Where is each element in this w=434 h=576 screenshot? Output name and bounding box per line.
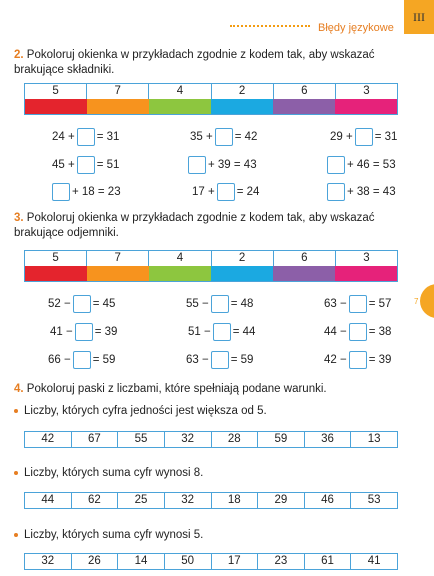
number-strip-1 bbox=[24, 431, 398, 448]
answer-box[interactable] bbox=[77, 128, 95, 146]
answer-box[interactable] bbox=[327, 156, 345, 174]
condition-text: Liczby, których suma cyfr wynosi 5. bbox=[24, 529, 204, 541]
task-3-color-code bbox=[24, 250, 398, 282]
code-value: 4 bbox=[149, 251, 211, 266]
equation bbox=[192, 182, 259, 202]
task-2-instruction bbox=[14, 48, 400, 78]
number-cell[interactable]: 44 bbox=[25, 493, 72, 508]
code-value: 6 bbox=[274, 84, 336, 99]
equation bbox=[48, 350, 115, 370]
condition-2 bbox=[14, 467, 203, 479]
answer-box[interactable] bbox=[188, 156, 206, 174]
result: + 39 = 43 bbox=[208, 159, 257, 171]
number-cell[interactable]: 46 bbox=[305, 493, 352, 508]
number-cell[interactable]: 53 bbox=[367, 494, 381, 506]
equation bbox=[186, 155, 257, 175]
operand: 17 + bbox=[192, 186, 215, 198]
equation bbox=[52, 155, 119, 175]
answer-box[interactable] bbox=[217, 183, 235, 201]
bullet-dot bbox=[14, 471, 18, 475]
result: = 57 bbox=[368, 298, 392, 310]
answer-box[interactable] bbox=[52, 183, 70, 201]
equation bbox=[50, 322, 117, 342]
page-number: 7 bbox=[414, 297, 419, 306]
condition-text: Liczby, których cyfra jedności jest większa od 5. bbox=[24, 405, 267, 417]
answer-box[interactable] bbox=[73, 351, 91, 369]
condition-text: Liczby, których suma cyfr wynosi 8. bbox=[24, 467, 204, 479]
operand: 29 + bbox=[330, 131, 353, 143]
task-3-instruction bbox=[14, 211, 400, 241]
number-cell[interactable]: 17 bbox=[212, 554, 259, 569]
color-swatch bbox=[87, 99, 149, 114]
page-header bbox=[0, 0, 434, 38]
number-cell[interactable]: 61 bbox=[305, 554, 352, 569]
answer-box[interactable] bbox=[327, 183, 345, 201]
color-swatch bbox=[273, 99, 335, 114]
number-cell[interactable]: 28 bbox=[212, 432, 259, 447]
result: = 59 bbox=[230, 354, 254, 366]
equation bbox=[186, 294, 253, 314]
code-value: 3 bbox=[363, 252, 370, 264]
operand: 51 − bbox=[188, 326, 211, 338]
number-cell[interactable]: 14 bbox=[118, 554, 165, 569]
result: + 38 = 43 bbox=[347, 186, 396, 198]
result: = 48 bbox=[230, 298, 254, 310]
task-number: 4. bbox=[14, 383, 24, 395]
number-cell[interactable]: 32 bbox=[25, 554, 72, 569]
task-text: Pokoloruj paski z liczbami, które spełniają podane warunki. bbox=[26, 383, 327, 395]
operand: 63 − bbox=[324, 298, 347, 310]
answer-box[interactable] bbox=[211, 351, 229, 369]
answer-box[interactable] bbox=[73, 295, 91, 313]
section-title: Błędy językowe bbox=[318, 22, 394, 34]
equation bbox=[186, 350, 253, 370]
equation bbox=[50, 182, 121, 202]
operand: 35 + bbox=[190, 131, 213, 143]
number-cell[interactable]: 55 bbox=[118, 432, 165, 447]
task-text: Pokoloruj okienka w przykładach zgodnie z kodem tak, aby wskazać brakujące składniki. bbox=[14, 49, 375, 76]
answer-box[interactable] bbox=[349, 295, 367, 313]
header-dots bbox=[230, 25, 310, 27]
color-swatch bbox=[211, 266, 273, 281]
equation bbox=[324, 294, 391, 314]
operand: 45 + bbox=[52, 159, 75, 171]
operand: 42 − bbox=[324, 354, 347, 366]
task-2-color-code bbox=[24, 83, 398, 115]
number-cell[interactable]: 26 bbox=[72, 554, 119, 569]
color-swatch bbox=[273, 266, 335, 281]
bullet-dot bbox=[14, 533, 18, 537]
code-value: 4 bbox=[149, 84, 211, 99]
task-number: 3. bbox=[14, 212, 24, 224]
color-swatch bbox=[335, 266, 397, 281]
condition-1 bbox=[14, 405, 267, 417]
color-swatch bbox=[25, 99, 87, 114]
answer-box[interactable] bbox=[75, 323, 93, 341]
result: = 39 bbox=[368, 354, 392, 366]
task-4-instruction bbox=[14, 382, 400, 397]
number-cell[interactable]: 18 bbox=[212, 493, 259, 508]
number-cell[interactable]: 59 bbox=[258, 432, 305, 447]
result: + 18 = 23 bbox=[72, 186, 121, 198]
code-value: 5 bbox=[25, 84, 87, 99]
number-cell[interactable]: 25 bbox=[118, 493, 165, 508]
result: = 38 bbox=[368, 326, 392, 338]
number-cell[interactable]: 50 bbox=[165, 554, 212, 569]
operand: 66 − bbox=[48, 354, 71, 366]
code-value: 7 bbox=[87, 251, 149, 266]
equation bbox=[190, 127, 257, 147]
answer-box[interactable] bbox=[215, 128, 233, 146]
code-value: 6 bbox=[274, 251, 336, 266]
answer-box[interactable] bbox=[349, 323, 367, 341]
operand: 44 − bbox=[324, 326, 347, 338]
color-swatch bbox=[87, 266, 149, 281]
operand: 24 + bbox=[52, 131, 75, 143]
equation bbox=[324, 350, 391, 370]
result: + 46 = 53 bbox=[347, 159, 396, 171]
answer-box[interactable] bbox=[349, 351, 367, 369]
equation bbox=[48, 294, 115, 314]
answer-box[interactable] bbox=[77, 156, 95, 174]
result: = 51 bbox=[96, 159, 120, 171]
equation bbox=[330, 127, 397, 147]
color-swatch bbox=[335, 99, 397, 114]
operand: 52 − bbox=[48, 298, 71, 310]
task-number: 2. bbox=[14, 49, 24, 61]
code-value: 5 bbox=[25, 251, 87, 266]
equation bbox=[325, 155, 396, 175]
equation bbox=[325, 182, 396, 202]
number-cell[interactable]: 62 bbox=[72, 493, 119, 508]
number-cell[interactable]: 42 bbox=[25, 432, 72, 447]
result: = 45 bbox=[92, 298, 116, 310]
chapter-tab: III bbox=[404, 0, 434, 34]
operand: 55 − bbox=[186, 298, 209, 310]
number-cell[interactable]: 29 bbox=[258, 493, 305, 508]
equation bbox=[52, 127, 119, 147]
color-swatch bbox=[149, 99, 211, 114]
number-cell[interactable]: 32 bbox=[165, 493, 212, 508]
code-value: 2 bbox=[212, 84, 274, 99]
number-cell[interactable]: 41 bbox=[367, 555, 381, 567]
color-swatch bbox=[25, 266, 87, 281]
result: = 39 bbox=[94, 326, 118, 338]
answer-box[interactable] bbox=[211, 295, 229, 313]
number-strip-3 bbox=[24, 553, 398, 570]
operand: 41 − bbox=[50, 326, 73, 338]
color-swatch bbox=[211, 99, 273, 114]
number-cell[interactable]: 23 bbox=[258, 554, 305, 569]
number-cell[interactable]: 32 bbox=[165, 432, 212, 447]
number-cell[interactable]: 13 bbox=[367, 433, 381, 445]
task-text: Pokoloruj okienka w przykładach zgodnie z kodem tak, aby wskazać brakujące odjemniki. bbox=[14, 212, 375, 239]
result: = 42 bbox=[234, 131, 258, 143]
code-value: 3 bbox=[363, 85, 370, 97]
equation bbox=[324, 322, 391, 342]
condition-3 bbox=[14, 529, 203, 541]
result: = 31 bbox=[374, 131, 398, 143]
answer-box[interactable] bbox=[213, 323, 231, 341]
code-value: 7 bbox=[87, 84, 149, 99]
result: = 44 bbox=[232, 326, 256, 338]
number-cell[interactable]: 67 bbox=[72, 432, 119, 447]
result: = 24 bbox=[236, 186, 260, 198]
result: = 59 bbox=[92, 354, 116, 366]
page-side-tab bbox=[420, 284, 434, 318]
bullet-dot bbox=[14, 409, 18, 413]
operand: 63 − bbox=[186, 354, 209, 366]
answer-box[interactable] bbox=[355, 128, 373, 146]
code-value: 2 bbox=[212, 251, 274, 266]
number-cell[interactable]: 36 bbox=[305, 432, 352, 447]
result: = 31 bbox=[96, 131, 120, 143]
equation bbox=[188, 322, 255, 342]
number-strip-2 bbox=[24, 492, 398, 509]
color-swatch bbox=[149, 266, 211, 281]
